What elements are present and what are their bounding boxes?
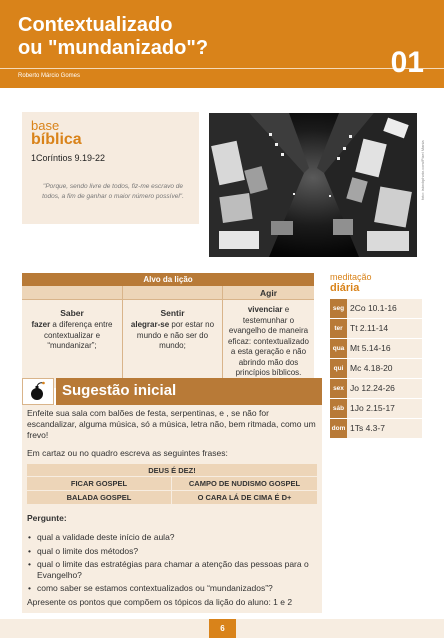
list-item: • qual o limite dos métodos? — [27, 546, 317, 557]
day-label: seg — [330, 299, 347, 318]
phrase-cell: O CARA LÁ DE CIMA É D+ — [172, 491, 317, 505]
list-item — [330, 319, 422, 338]
sugestao-title-bar — [56, 378, 322, 405]
page-number: 6 — [209, 619, 236, 638]
day-label: qua — [330, 339, 347, 358]
reading-ref: 2Co 10.1-16 — [347, 299, 422, 318]
phrases-row — [27, 477, 317, 491]
phrase-cell: CAMPO DE NUDISMO GOSPEL — [172, 477, 317, 491]
questions-list — [27, 532, 317, 594]
reading-ref: Mc 4.18-20 — [347, 359, 422, 378]
cell-sentir — [122, 300, 222, 388]
reading-ref: 1Ts 4.3-7 — [347, 419, 422, 438]
sugestao-header — [22, 378, 322, 405]
saber-text: a diferença entre contextualizar e “mundanizar”; — [43, 320, 113, 350]
agir-text: e testemunhar o evangelho de maneira eficaz: contextualizado a esta geração e não abrindo mão dos princípios bíblicos. — [228, 305, 309, 377]
day-label: sex — [330, 379, 347, 398]
reading-ref: Tt 2.11-14 — [347, 319, 422, 338]
bible-quote: "Porque, sendo livre de todos, fiz-me escravo de todos, a fim de ganhar o maior número possível". — [42, 183, 184, 200]
sugestao-body — [22, 405, 322, 613]
sentir-verb: alegrar-se — [130, 320, 170, 329]
day-label: sáb — [330, 399, 347, 418]
reading-ref: 1Jo 2.15-17 — [347, 399, 422, 418]
list-item — [330, 379, 422, 398]
agir-verb: vivenciar — [247, 305, 283, 314]
author-name: Roberto Márcio Gomes — [18, 73, 81, 79]
alvo-body — [22, 300, 314, 388]
col-sentir: Sentir — [122, 286, 222, 306]
sugestao-title: Sugestão inicial — [62, 382, 177, 399]
phrase-cell: FICAR GOSPEL — [27, 477, 172, 491]
list-item — [330, 339, 422, 358]
phrases-grid — [27, 464, 317, 505]
cell-saber — [22, 300, 122, 388]
meditacao-word2: diária — [330, 282, 360, 294]
list-item — [330, 419, 422, 438]
day-label: ter — [330, 319, 347, 338]
sentir-text: por estar no mundo e não ser do mundo; — [136, 320, 215, 350]
alvo-table — [22, 273, 314, 388]
bomb-icon — [23, 379, 53, 404]
col-agir: Agir — [222, 286, 314, 299]
list-item — [330, 399, 422, 418]
meditacao-diaria — [330, 272, 422, 439]
lesson-title — [18, 14, 348, 60]
photo-credit: foto: istockphoto.com/Pixel Mania — [420, 140, 425, 200]
saber-verb: fazer — [31, 320, 51, 329]
reading-ref: Jo 12.24-26 — [347, 379, 422, 398]
lesson-header — [0, 0, 444, 88]
sugestao-cartaz: Em cartaz ou no quadro escreva as seguintes frases: — [27, 448, 228, 458]
col-saber: Saber — [60, 308, 84, 318]
sugestao-intro: Enfeite sua sala com balões de festa, serpentinas, e , se não for escandalizar, alguma música, só a música, letra não, bem ritmada, como um frevo! — [27, 408, 316, 440]
list-item: • qual o limite das estratégias para chamar a atenção das pessoas para o Evangelho? — [27, 559, 317, 580]
day-label: dom — [330, 419, 347, 438]
phrase-cell: DEUS É DEZ! — [27, 464, 317, 477]
header-divider — [0, 68, 444, 69]
day-label: qui — [330, 359, 347, 378]
list-item — [330, 299, 422, 318]
city-buildings-illustration — [209, 113, 417, 257]
meditacao-list — [330, 299, 422, 438]
lesson-number: 01 — [390, 46, 424, 79]
phrase-cell: BALADA GOSPEL — [27, 491, 172, 505]
cell-agir — [222, 300, 314, 388]
city-photo — [209, 113, 417, 257]
base-biblica-box — [22, 112, 199, 224]
meditacao-word1: meditação — [330, 272, 372, 282]
list-item: • qual a validade deste início de aula? — [27, 532, 317, 543]
phrases-row — [27, 491, 317, 505]
list-item: • como saber se estamos contextualizados ou “mundanizados”? — [27, 583, 317, 594]
alvo-title: Alvo da lição — [22, 273, 314, 286]
reading-ref: Mt 5.14-16 — [347, 339, 422, 358]
list-item — [330, 359, 422, 378]
base-biblica-word1: base — [31, 118, 60, 133]
sugestao-icon-box — [22, 378, 54, 405]
title-line-1: Contextualizado — [18, 14, 173, 36]
base-biblica-word2: bíblica — [31, 131, 82, 148]
title-line-2: ou "mundanizado"? — [18, 37, 209, 59]
bible-reference: 1Coríntios 9.19-22 — [31, 153, 106, 163]
sugestao-final: Apresente os pontos que compõem os tópicos da lição do aluno: 1 e 2 — [27, 596, 293, 607]
pergunte-label: Pergunte: — [27, 513, 67, 523]
